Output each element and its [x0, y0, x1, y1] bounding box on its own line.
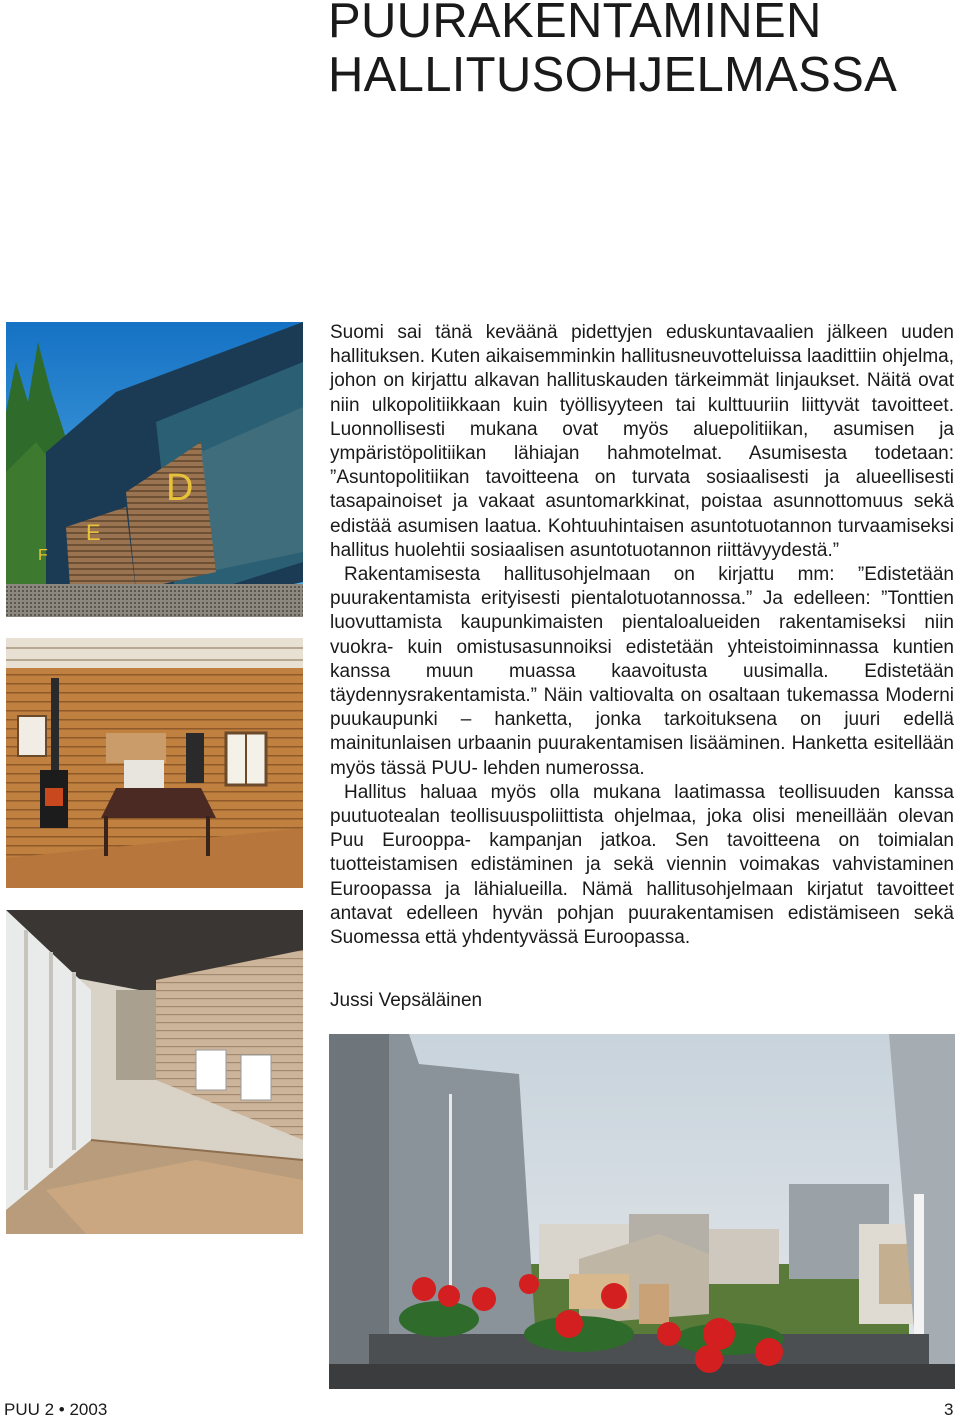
- facade-letter-d: D: [166, 467, 194, 509]
- facade-letter-f: F: [38, 547, 48, 564]
- photo-wooden-interior: [6, 638, 303, 888]
- photo-glazed-hallway: [6, 910, 303, 1234]
- article-body: [330, 321, 954, 950]
- paragraph-2: Rakentamisesta hallitusohjelmaan on kirjattu mm: ”Edistetään puurakentamista erityisesti pientalotuotannossa.” Ja edelleen: ”Tonttien luovuttamista kaupunkimaisten pientaloalueiden rakentamiseksi niin vuokra- kuin omistusasunnoiksi edistetään yhteistoiminnassa kuntien kanssa muun muassa kaavoitusta uusimalla. Edistetään täydennysrakentamista.” Näin valtiovalta on osaltaan tukemassa Moderni puukaupunki – hanketta, jonka tarkoituksena on juuri edellä mainitunlaisen urbaanin puurakentamisen lisääminen. Hanketta esitellään myös tässä PUU- lehden numerossa.: [330, 564, 954, 779]
- photo-residential-area: [329, 1034, 955, 1389]
- paragraph-3: Hallitus haluaa myös olla mukana laatimassa teollisuuden kanssa puutuotealan teollisuuspoliittista ohjelmaa, joka olisi meneillään olevan Puu Eurooppa- kampanjan jatkoa. Sen tavoitteena on toimialan tuotteistamisen edistäminen ja sekä viennin voimakas vahvistaminen Euroopassa ja lähialueilla. Nämä hallitusohjelmaan kirjatut tavoitteet antavat edelleen hyvän pohjan puurakentamisen edistämiseen sekä Suomessa että yhdentyvässä Euroopassa.: [330, 781, 954, 949]
- page-number: 3: [944, 1400, 954, 1419]
- photo-wooden-facade: [6, 322, 303, 617]
- article-title: [328, 0, 958, 102]
- title-line-1: PUURAKENTAMINEN: [328, 0, 822, 48]
- paragraph-1: Suomi sai tänä keväänä pidettyjen eduskuntavaalien jälkeen uuden hallituksen. Kuten aikaisemminkin hallitusneuvotteluissa laadittiin ohjelma, johon on kirjattu alkavan hallituskauden tärkeimmät linjaukset. Näitä ovat niin ulkopolitiikkaan kuin työllisyyteen tai kulttuuriin liittyvät tavoitteet. Luonnollisesti mukana ovat myös aluepolitiikan, asumisen ja ympäristöpolitiikan lähiajan hahmotelmat. Asumisesta todetaan: ”Asuntopolitiikan tavoitteena on turvata sosiaalisesti ja alueellisesti tasapainoiset ja vakaat asuntomarkkinat, poistaa asunnottomuus sekä edistää asumisen laatua. Kohtuuhintaisen asuntotuotannon turvaamiseksi hallitus huolehtii sosiaalisen asuntotuotannon riittävyydestä.”: [330, 322, 954, 561]
- issue-label: PUU 2 • 2003: [4, 1400, 108, 1419]
- facade-letter-e: E: [86, 520, 101, 545]
- author-name: Jussi Vepsäläinen: [330, 990, 483, 1011]
- title-line-2: HALLITUSOHJELMASSA: [328, 48, 898, 102]
